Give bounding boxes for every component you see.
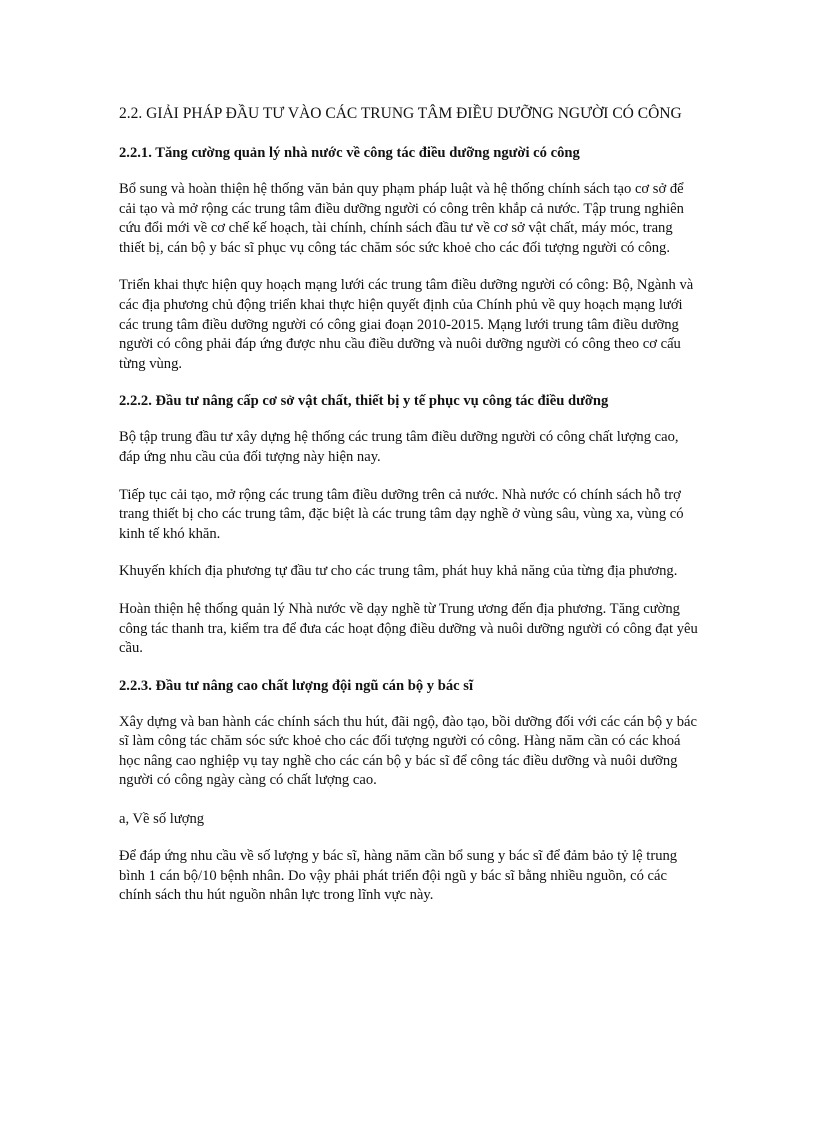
section-title: 2.2. GIẢI PHÁP ĐẦU TƯ VÀO CÁC TRUNG TÂM ĐIỀU DƯỠNG NGƯỜI CÓ CÔNG — [119, 105, 682, 122]
document-page — [119, 104, 699, 924]
paragraph: Khuyến khích địa phương tự đầu tư cho các trung tâm, phát huy khả năng của từng địa phương. — [119, 563, 678, 580]
paragraph: Xây dựng và ban hành các chính sách thu hút, đãi ngộ, đào tạo, bồi dưỡng đối với các cán bộ y bác sĩ làm công tác chăm sóc sức khoẻ cho các đối tượng người có công. Hàng năm cần có các khoá học nâng cao nghiệp vụ tay nghề cho các cán bộ y bác sĩ để công tác điều dưỡng và nuôi dưỡng người có công ngày càng có chất lượng cao. — [119, 713, 697, 789]
sub-label: a, Về số lượng — [119, 811, 205, 828]
paragraph: Hoàn thiện hệ thống quản lý Nhà nước về dạy nghề từ Trung ương đến địa phương. Tăng cường công tác thanh tra, kiểm tra để đưa các hoạt động điều dưỡng và nuôi dưỡng người có công đạt yêu cầu. — [119, 600, 698, 657]
paragraph: Bộ tập trung đầu tư xây dựng hệ thống các trung tâm điều dưỡng người có công chất lượng cao, đáp ứng nhu cầu của đối tượng này hiện nay. — [119, 429, 679, 465]
paragraph: Bổ sung và hoàn thiện hệ thống văn bản quy phạm pháp luật và hệ thống chính sách tạo cơ sở để cải tạo và mở rộng các trung tâm điều dưỡng người có công trên khắp cả nước. Tập trung nghiên cứu đổi mới về cơ chế kế hoạch, tài chính, chính sách đầu tư về cơ sở vật chất, máy móc, trang thiết bị, cán bộ y bác sĩ phục vụ công tác chăm sóc sức khoẻ cho các đối tượng người có công. — [119, 181, 684, 256]
subsection-heading-2: 2.2.2. Đầu tư nâng cấp cơ sở vật chất, thiết bị y tế phục vụ công tác điều dưỡng — [119, 393, 609, 410]
subsection-heading-1: 2.2.1. Tăng cường quản lý nhà nước về công tác điều dưỡng người có công — [119, 145, 580, 161]
paragraph: Tiếp tục cải tạo, mở rộng các trung tâm điều dưỡng trên cả nước. Nhà nước có chính sách hỗ trợ trang thiết bị cho các trung tâm, đặc biệt là các trung tâm dạy nghề ở vùng sâu, vùng xa, vùng có kinh tế khó khăn. — [119, 486, 684, 542]
paragraph: Để đáp ứng nhu cầu về số lượng y bác sĩ, hàng năm cần bổ sung y bác sĩ để đảm bảo tỷ lệ trung bình 1 cán bộ/10 bệnh nhân. Do vậy phải phát triển đội ngũ y bác sĩ bằng nhiều nguồn, có các chính sách thu hút nguồn nhân lực trong lĩnh vực này. — [119, 848, 678, 904]
paragraph: Triển khai thực hiện quy hoạch mạng lưới các trung tâm điều dưỡng người có công: Bộ, Ngành và các địa phương chủ động triển khai thực hiện quyết định của Chính phủ về quy hoạch mạng lưới các trung tâm điều dưỡng người có công giai đoạn 2010-2015. Mạng lưới trung tâm điều dưỡng người có công phải đáp ứng được nhu cầu điều dưỡng và nuôi dưỡng người có công theo cơ cấu từng vùng. — [119, 277, 694, 372]
subsection-heading-3: 2.2.3. Đầu tư nâng cao chất lượng đội ngũ cán bộ y bác sĩ — [119, 677, 474, 694]
